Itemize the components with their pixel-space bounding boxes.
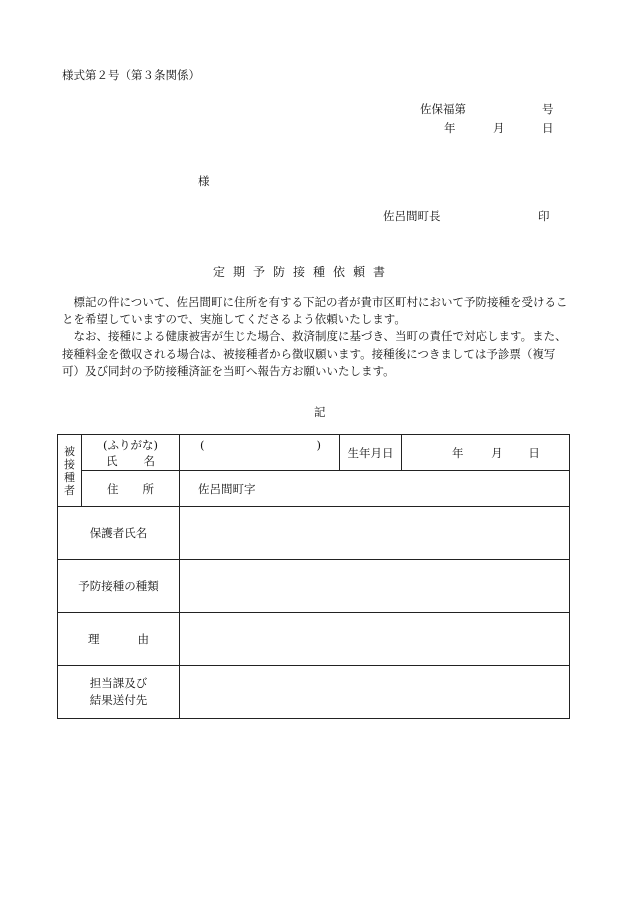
- document-title: 定期予防接種依頼書: [213, 265, 394, 279]
- subject-label: 被 接 種 者: [58, 435, 82, 507]
- address-label: 住 所: [82, 471, 180, 507]
- dob-month: 月: [491, 445, 503, 460]
- reason-input-cell[interactable]: [180, 613, 570, 666]
- date-day-label: 日: [542, 121, 554, 135]
- seal-mark: 印: [538, 209, 550, 223]
- furigana-name-label: (ふりがな) 氏 名: [82, 435, 180, 471]
- body-paragraph-1: 標記の件について、佐呂間町に住所を有する下記の者が貴市区町村において予防接種を受けることを希望していますので、実施してくださるよう依頼いたします。: [62, 295, 568, 327]
- date-year-label: 年: [444, 121, 456, 135]
- dob-day: 日: [528, 445, 540, 460]
- date-month-label: 月: [493, 121, 505, 135]
- paren-close: ): [316, 438, 321, 452]
- request-form-table: [57, 434, 570, 719]
- vaccine-type-input-cell[interactable]: [180, 560, 570, 613]
- guardian-input-cell[interactable]: [180, 507, 570, 560]
- body-text: [62, 294, 572, 380]
- dob-label: 生年月日: [340, 435, 402, 471]
- vaccine-type-label: 予防接種の種類: [58, 560, 180, 613]
- form-number: 様式第２号（第３条関係）: [62, 68, 200, 82]
- ki-heading: 記: [314, 405, 326, 419]
- sender-name: 佐呂間町長: [383, 209, 441, 223]
- dob-input-cell[interactable]: [402, 435, 570, 471]
- document-number-suffix: 号: [542, 102, 554, 116]
- dob-year: 年: [452, 445, 464, 460]
- address-value: 佐呂間町字: [198, 481, 256, 496]
- paren-open: (: [200, 438, 205, 452]
- guardian-label: 保護者氏名: [58, 507, 180, 560]
- body-paragraph-2: なお、接種による健康被害が生じた場合、救済制度に基づき、当町の責任で対応します。また、接種料金を徴収される場合は、被接種者から徴収願います。接種後につきましては予診票（複写可）及び同封の予防接種済証を当町へ報告方お願いいたします。: [62, 329, 567, 378]
- name-input-cell[interactable]: [180, 435, 340, 471]
- reason-label: 理 由: [58, 613, 180, 666]
- address-input-cell[interactable]: [180, 471, 570, 507]
- dept-label: 担当課及び 結果送付先: [58, 666, 180, 719]
- document-number-label: 佐保福第: [420, 102, 466, 116]
- dept-input-cell[interactable]: [180, 666, 570, 719]
- addressee-honorific: 様: [198, 174, 210, 188]
